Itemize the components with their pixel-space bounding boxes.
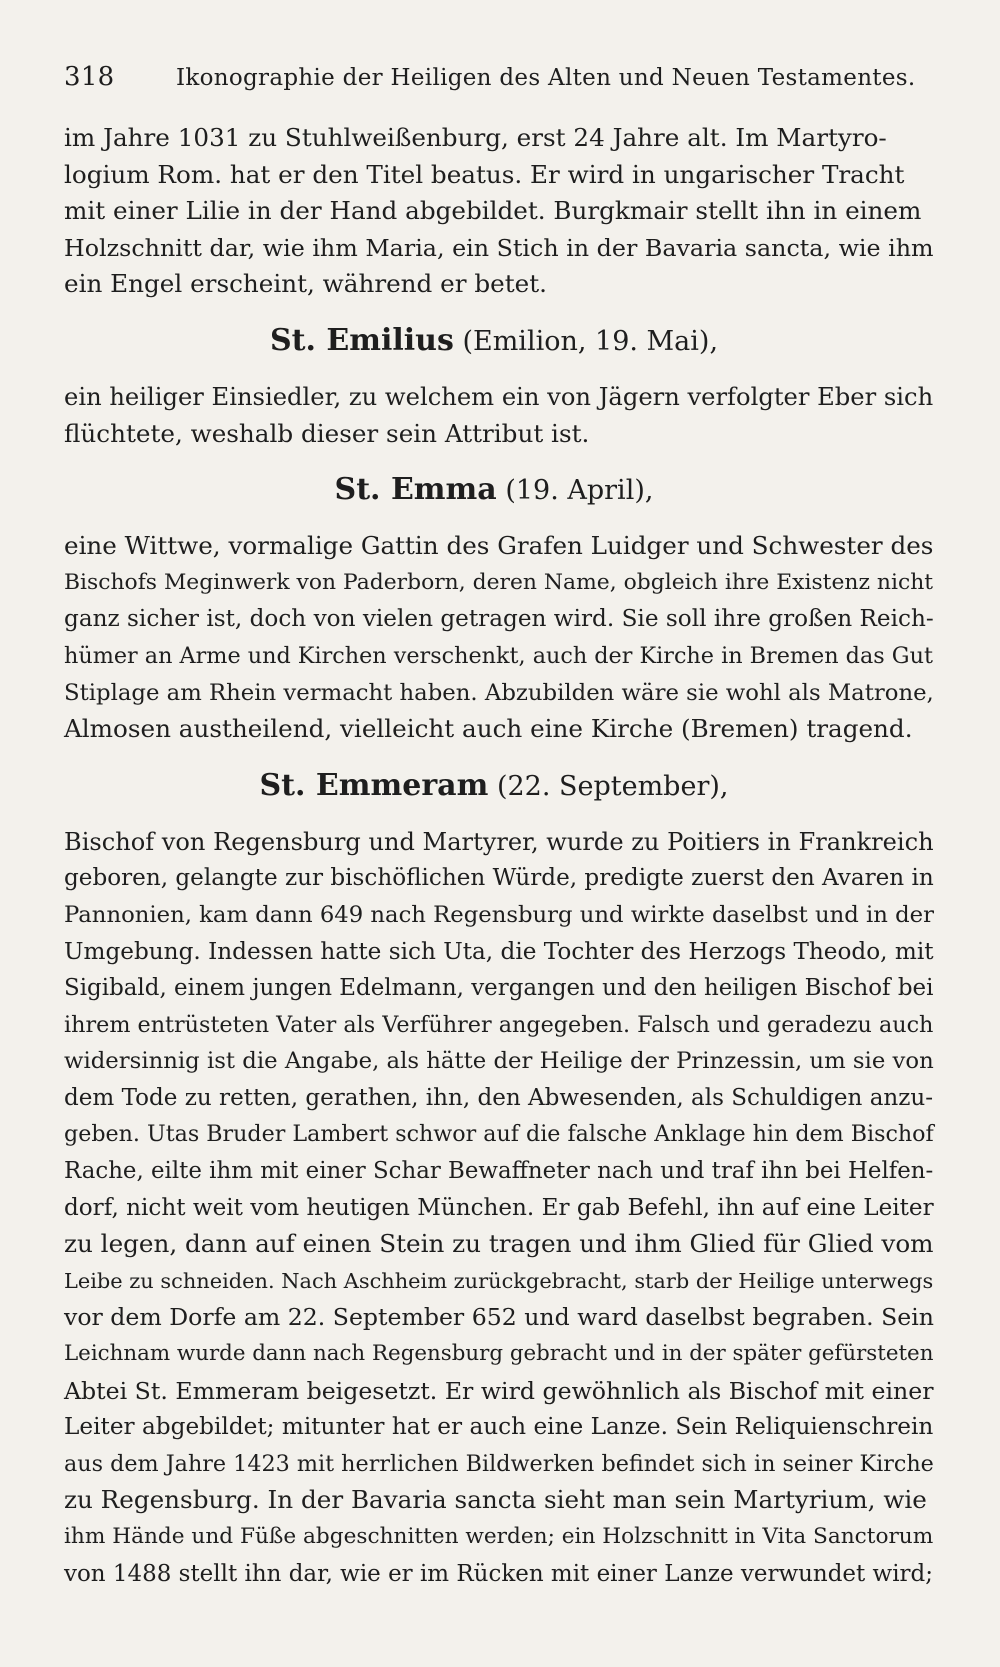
- text-line: eine Wittwe, vormalige Gattin des Grafen Luidger und Schwester des: [64, 531, 934, 561]
- text-line: ein heiliger Einsiedler, zu welchem ein von Jägern verfolgter Eber sich: [64, 382, 934, 411]
- text-line: ein Engel erscheint, während er betet.: [64, 269, 547, 299]
- text-line: Stiplage am Rhein vermacht haben. Abzubilden wäre sie wohl als Matrone,: [64, 679, 934, 706]
- page-body: [64, 120, 964, 1592]
- text-line: dorf, nicht weit vom heutigen München. Er gab Befehl, ihn auf eine Leiter: [64, 1194, 934, 1221]
- text-line: Rache, eilte ihm mit einer Schar Bewaffneter nach und traf ihn bei Helfen-: [64, 1158, 934, 1185]
- text-line: hümer an Arme und Kirchen verschenkt, auch der Kirche in Bremen das Gut: [64, 642, 933, 669]
- text-line: flüchtete, weshalb dieser sein Attribut ist.: [64, 418, 590, 448]
- saint-feast-date: (22. September),: [488, 770, 729, 802]
- text-line: aus dem Jahre 1423 mit herrlichen Bildwerken befindet sich in seiner Kirche: [64, 1450, 934, 1477]
- saint-name: St. Emma: [334, 472, 497, 508]
- saint-name: St. Emmeram: [259, 767, 489, 803]
- text-line: ihrem entrüsteten Vater als Verführer angegeben. Falsch und geradezu auch: [64, 1011, 934, 1038]
- page-number: 318: [64, 62, 115, 92]
- text-line: Abtei St. Emmeram beigesetzt. Er wird gewöhnlich als Bischof mit einer: [64, 1376, 934, 1405]
- text-line: dem Tode zu retten, gerathen, ihn, den Abwesenden, als Schuldigen anzu-: [64, 1084, 934, 1111]
- section-heading: [64, 748, 964, 824]
- text-line: logium Rom. hat er den Titel beatus. Er wird in ungarischer Tracht: [64, 159, 905, 189]
- saint-name: St. Emilius: [269, 322, 454, 358]
- running-title: Ikonographie der Heiligen des Alten und Neuen Testamentes.: [176, 65, 916, 91]
- text-line: zu Regensburg. In der Bavaria sancta sieht man sein Martyrium, wie: [64, 1485, 927, 1515]
- text-line: Bischofs Meginwerk von Paderborn, deren Name, obgleich ihre Existenz nicht: [64, 569, 934, 595]
- text-line: widersinnig ist die Angabe, als hätte der Heilige der Prinzessin, um sie von: [64, 1048, 934, 1075]
- text-line: Leiter abgebildet; mitunter hat er auch eine Lanze. Sein Reliquienschrein: [64, 1413, 934, 1441]
- text-line: Pannonien, kam dann 649 nach Regensburg und wirkte daselbst und in der: [64, 901, 934, 928]
- text-line: Holzschnitt dar, wie ihm Maria, ein Stich in der Bavaria sancta, wie ihm: [64, 233, 934, 262]
- text-line: Sigibald, einem jungen Edelmann, vergangen und den heiligen Bischof bei: [64, 975, 934, 1002]
- text-line: zu legen, dann auf einen Stein zu tragen und ihm Glied für Glied vom: [64, 1229, 934, 1259]
- text-line: mit einer Lilie in der Hand abgebildet. Burgkmair stellt ihn in einem: [64, 196, 922, 226]
- text-line: im Jahre 1031 zu Stuhlweißenburg, erst 24 Jahre alt. Im Martyro-: [64, 123, 887, 152]
- section-heading: [64, 303, 964, 379]
- section-heading: [64, 452, 964, 528]
- text-line: vor dem Dorfe am 22. September 652 und ward daselbst begraben. Sein: [64, 1303, 934, 1332]
- page-header: [64, 62, 934, 92]
- text-line: Bischof von Regensburg und Martyrer, wurde zu Poitiers in Frankreich: [64, 827, 934, 856]
- saint-feast-date: (19. April),: [496, 475, 654, 507]
- text-line: Umgebung. Indessen hatte sich Uta, die Tochter des Herzogs Theodo, mit: [64, 938, 934, 965]
- text-line: Leibe zu schneiden. Nach Aschheim zurückgebracht, starb der Heilige unterwegs: [64, 1268, 934, 1293]
- text-line: ihm Hände und Füße abgeschnitten werden; ein Holzschnitt in Vita Sanctorum: [64, 1524, 934, 1549]
- text-line: ganz sicher ist, doch von vielen getragen wird. Sie soll ihre großen Reich-: [64, 606, 934, 633]
- text-line: geben. Utas Bruder Lambert schwor auf die falsche Anklage hin dem Bischof: [64, 1121, 934, 1148]
- saint-feast-date: (Emilion, 19. Mai),: [453, 325, 719, 357]
- text-line: Almosen austheilend, vielleicht auch eine Kirche (Bremen) tragend.: [64, 714, 913, 744]
- text-line: geboren, gelangte zur bischöflichen Würde, predigte zuerst den Avaren in: [64, 865, 934, 892]
- text-line: Leichnam wurde dann nach Regensburg gebracht und in der später gefürsteten: [64, 1341, 934, 1367]
- text-line: von 1488 stellt ihn dar, wie er im Rücken mit einer Lanze verwundet wird;: [64, 1560, 933, 1587]
